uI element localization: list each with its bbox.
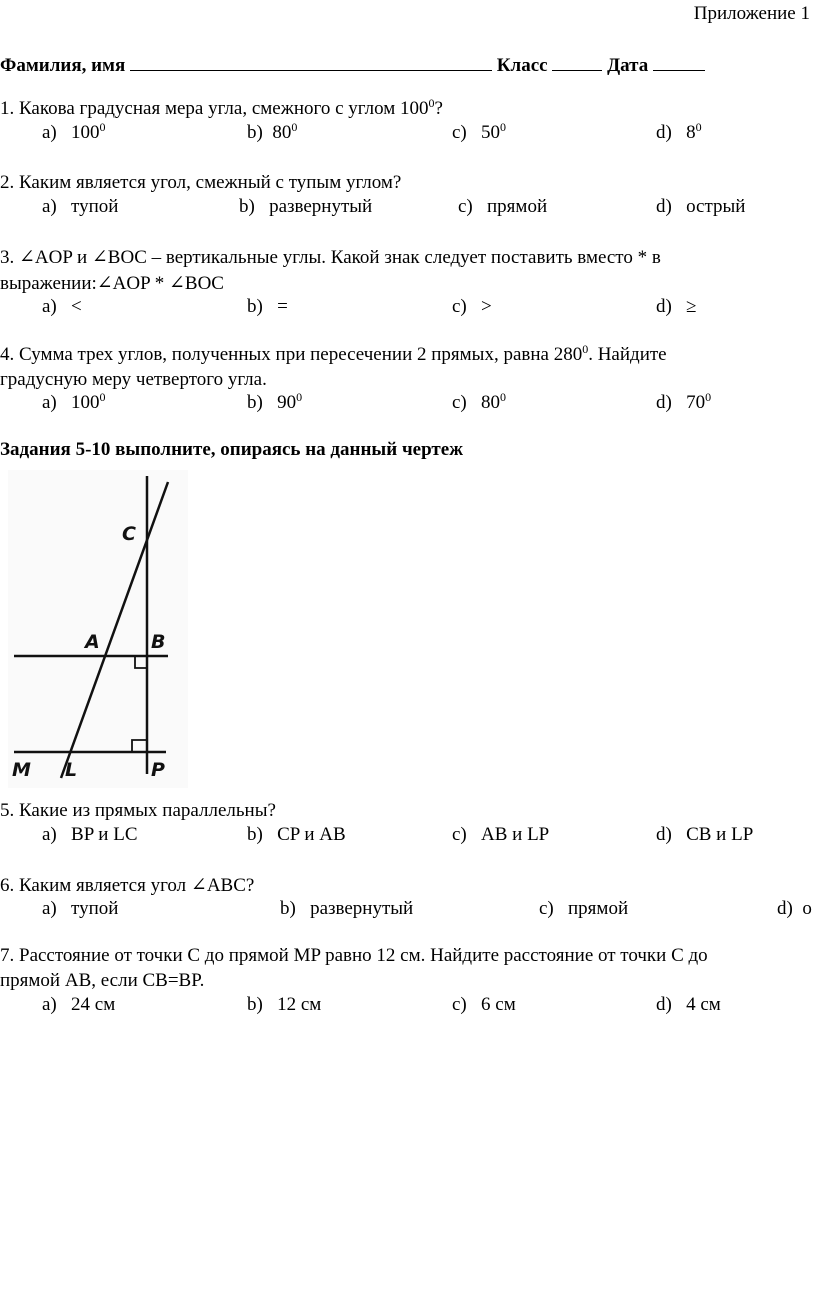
geometry-drawing [8, 470, 188, 788]
geometry-figure [8, 470, 188, 788]
q5-option-b[interactable]: b) CP и AB [247, 824, 346, 845]
q2-option-d[interactable]: d) острый [656, 196, 746, 217]
label-a: A [85, 631, 100, 653]
question-7-text-line2: прямой AB, если CB=BP. [0, 970, 205, 991]
student-info-line [0, 52, 705, 77]
q5-option-d[interactable]: d) CB и LP [656, 824, 754, 845]
date-label: Дата [607, 55, 649, 76]
q2-option-b[interactable]: b) развернутый [239, 196, 373, 217]
q7-option-d[interactable]: d) 4 см [656, 994, 721, 1015]
q7-option-b[interactable]: b) 12 см [247, 994, 322, 1015]
q4-option-d[interactable]: d) $70^0$ [656, 390, 712, 413]
label-l: L [65, 759, 78, 781]
section-heading: Задания 5-10 выполните, опираясь на данный чертеж [0, 439, 463, 460]
question-4-text-line2: градусную меру четвертого угла. [0, 369, 267, 390]
question-3-text-line1: 3. ∠AOP и ∠BOC – вертикальные углы. Какой знак следует поставить вместо * в [0, 247, 661, 268]
q3-option-c[interactable]: c) > [452, 296, 492, 317]
q1-option-b[interactable]: b) $80^0$ [247, 120, 298, 143]
question-2-text: 2. Каким является угол, смежный с тупым углом? [0, 172, 402, 193]
q6-option-b[interactable]: b) развернутый [280, 898, 414, 919]
q4-option-a[interactable]: a) $100^0$ [42, 390, 106, 413]
q3-option-d[interactable]: d) ≥ [656, 296, 697, 317]
q1-option-d[interactable]: d) $8^0$ [656, 120, 702, 143]
class-label: Класс [496, 55, 548, 76]
q2-option-a[interactable]: a) тупой [42, 196, 119, 217]
label-m: M [12, 759, 31, 781]
q5-option-a[interactable]: a) BP и LC [42, 824, 138, 845]
date-blank[interactable] [653, 52, 705, 71]
q6-option-a[interactable]: a) тупой [42, 898, 119, 919]
question-7-text-line1: 7. Расстояние от точки С до прямой MP равно 12 см. Найдите расстояние от точки С до [0, 945, 708, 966]
question-3-text-line2: выражении:∠AOP * ∠BOC [0, 273, 224, 294]
q4-option-c[interactable]: c) $80^0$ [452, 390, 507, 413]
q3-option-b[interactable]: b) = [247, 296, 288, 317]
q1-option-c[interactable]: c) $50^0$ [452, 120, 507, 143]
q3-option-a[interactable]: a) < [42, 296, 82, 317]
q4-option-b[interactable]: b) $90^0$ [247, 390, 303, 413]
label-c: C [122, 523, 136, 545]
question-1-text: 1. Какова градусная мера угла, смежного с углом $100^0$? [0, 96, 443, 119]
label-p: P [151, 759, 165, 781]
question-6-text: 6. Каким является угол ∠ABC? [0, 875, 255, 896]
q1-option-a[interactable]: a) $100^0$ [42, 120, 106, 143]
q5-option-c[interactable]: c) AB и LP [452, 824, 550, 845]
q6-option-c[interactable]: c) прямой [539, 898, 629, 919]
q7-option-a[interactable]: a) 24 см [42, 994, 116, 1015]
label-b: B [151, 631, 166, 653]
figure-background [8, 470, 188, 788]
q2-option-c[interactable]: c) прямой [458, 196, 548, 217]
q6-option-d[interactable]: d) о [777, 898, 812, 919]
class-blank[interactable] [552, 52, 602, 71]
name-label: Фамилия, имя [0, 55, 126, 76]
question-4-text-line1: 4. Сумма трех углов, полученных при пересечении 2 прямых, равна $280^0$. Найдите [0, 342, 667, 365]
appendix-label: Приложение 1 [693, 3, 810, 24]
q7-option-c[interactable]: c) 6 см [452, 994, 516, 1015]
name-blank[interactable] [130, 52, 492, 71]
question-5-text: 5. Какие из прямых параллельны? [0, 800, 276, 821]
